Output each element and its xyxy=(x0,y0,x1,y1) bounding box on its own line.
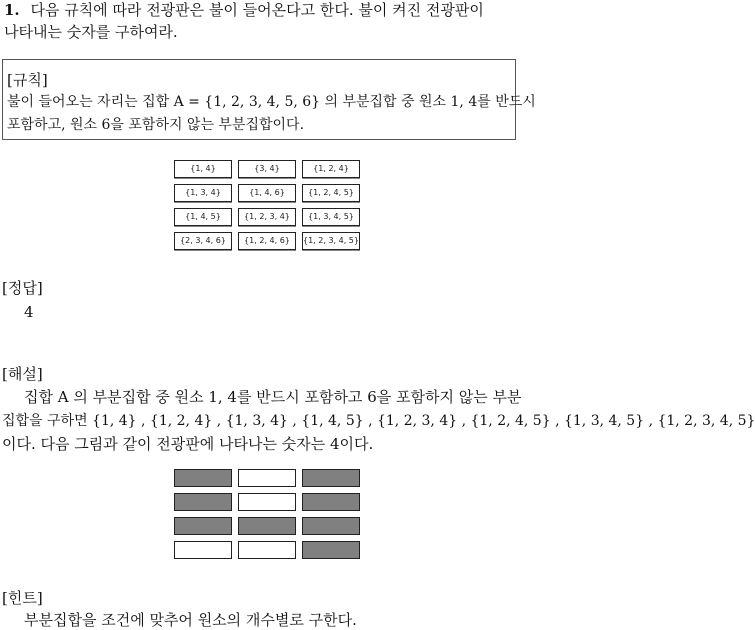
board-cell: {1, 2, 4, 6} xyxy=(238,232,296,250)
hint-line-1: 부분집합을 조건에 맞추어 원소의 개수별로 구한다. xyxy=(24,611,357,629)
lamp-on xyxy=(302,517,360,535)
lamp-off xyxy=(238,541,296,559)
rule-heading: [규칙] xyxy=(7,71,48,89)
explanation-line-2: 집합을 구하면 {1, 4} , {1, 2, 4} , {1, 3, 4} , {1, 4, 5} , {1, 2, 3, 4} , {1, 2, 4, 5} , {1, 3, 4, 5} , {1, 2, 3, 4, 5} xyxy=(2,413,755,429)
board-cell: {1, 2, 4} xyxy=(302,160,360,178)
lamp-on xyxy=(302,541,360,559)
answer-heading: [정답] xyxy=(2,279,43,297)
explanation-heading: [해설] xyxy=(2,365,43,383)
problem-line-1 xyxy=(4,0,484,20)
lamp-on xyxy=(302,469,360,487)
rule-line-1: 불이 들어오는 자리는 집합 A = {1, 2, 3, 4, 5, 6} 의 부분집합 중 원소 1, 4를 반드시 xyxy=(7,94,536,110)
answer-value: 4 xyxy=(24,303,34,321)
board-cell: {1, 2, 3, 4, 5} xyxy=(302,232,360,250)
explanation-line-1: 집합 A 의 부분집합 중 원소 1, 4를 반드시 포함하고 6을 포함하지 않는 부분 xyxy=(24,388,522,406)
lamp-on xyxy=(238,517,296,535)
lamp-on xyxy=(174,493,232,511)
lamp-on xyxy=(174,517,232,535)
hint-heading: [힌트] xyxy=(2,589,43,607)
board-cell: {1, 4, 6} xyxy=(238,184,296,202)
board-cell: {3, 4} xyxy=(238,160,296,178)
rule-line-2: 포함하고, 원소 6을 포함하지 않는 부분집합이다. xyxy=(7,117,305,133)
lamp-on xyxy=(302,493,360,511)
board-cell: {1, 2, 3, 4} xyxy=(238,208,296,226)
problem-line-2: 나타내는 숫자를 구하여라. xyxy=(4,23,178,41)
problem-text-1: 다음 규칙에 따라 전광판은 불이 들어온다고 한다. 불이 켜진 전광판이 xyxy=(30,1,484,19)
board-cell: {1, 2, 4, 5} xyxy=(302,184,360,202)
lit-board xyxy=(174,469,360,559)
problem-number: 1. xyxy=(4,1,20,19)
lamp-on xyxy=(174,469,232,487)
board-cell: {1, 3, 4, 5} xyxy=(302,208,360,226)
board-cell: {1, 4} xyxy=(174,160,232,178)
lamp-off xyxy=(238,469,296,487)
board-cell: {1, 4, 5} xyxy=(174,208,232,226)
lamp-off xyxy=(238,493,296,511)
board-cell: {2, 3, 4, 6} xyxy=(174,232,232,250)
board-cell: {1, 3, 4} xyxy=(174,184,232,202)
lamp-off xyxy=(174,541,232,559)
explanation-line-3: 이다. 다음 그림과 같이 전광판에 나타나는 숫자는 4이다. xyxy=(2,435,374,453)
labeled-board xyxy=(174,160,360,250)
